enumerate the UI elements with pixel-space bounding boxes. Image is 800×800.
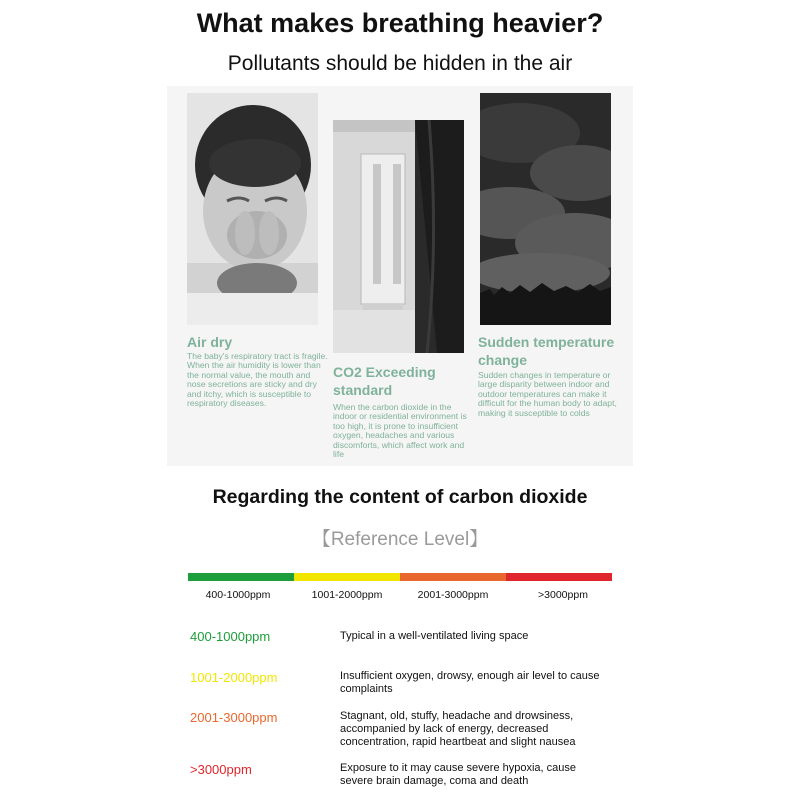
level-bar-red [506,573,612,581]
baby-covering-nose-photo [187,93,318,325]
level-bar-orange [400,573,506,581]
page-subtitle: Pollutants should be hidden in the air [227,52,573,75]
card-body-air-dry: The baby's respiratory tract is fragile. When the air humidity is lower than the normal value, the mouth and nose secretions are sticky and dry and itchy, which is susceptible to respiratory diseases. [187,351,328,409]
level-bar-yellow [294,573,400,581]
card-body-temperature: Sudden changes in temperature or large disparity between indoor and outdoor temperatures can make it difficult for the human body to adapt, making it susceptible to colds [478,370,617,418]
level-desc-4: Exposure to it may cause severe hypoxia, cause severe brain damage, coma and death [340,762,577,787]
level-desc-2: Insufficient oxygen, drowsy, enough air level to cause complaints [340,670,600,695]
level-desc-1: Typical in a well-ventilated living space [340,630,529,642]
level-label-2: 1001-2000ppm [190,670,278,685]
level-bar-green [188,573,294,581]
level-tick-4: >3000ppm [538,589,588,601]
wall-air-conditioner-photo [333,120,464,353]
page-title: What makes breathing heavier? [196,8,604,38]
co2-heading: Regarding the content of carbon dioxide [212,486,588,508]
card-title-temperature: Sudden temperature change [478,334,615,368]
level-tick-3: 2001-3000ppm [417,589,489,601]
level-label-3: 2001-3000ppm [190,710,278,725]
level-tick-1: 400-1000ppm [205,589,271,601]
card-title-co2: CO2 Exceeding standard [333,364,436,398]
card-body-co2: When the carbon dioxide in the indoor or residential environment is too high, it is prone to insufficient oxygen, headaches and various discomforts, which affect work and life [333,402,467,460]
stormy-sky-photo [480,93,611,325]
card-title-air-dry: Air dry [187,334,233,350]
level-desc-3: Stagnant, old, stuffy, headache and drowsiness, accompanied by lack of energy, decreased concentration, rapid heartbeat and slight nausea [340,710,576,748]
level-label-4: >3000ppm [190,762,252,777]
reference-level-label: 【Reference Level】 [311,529,489,550]
level-label-1: 400-1000ppm [190,629,271,644]
level-tick-2: 1001-2000ppm [311,589,383,601]
